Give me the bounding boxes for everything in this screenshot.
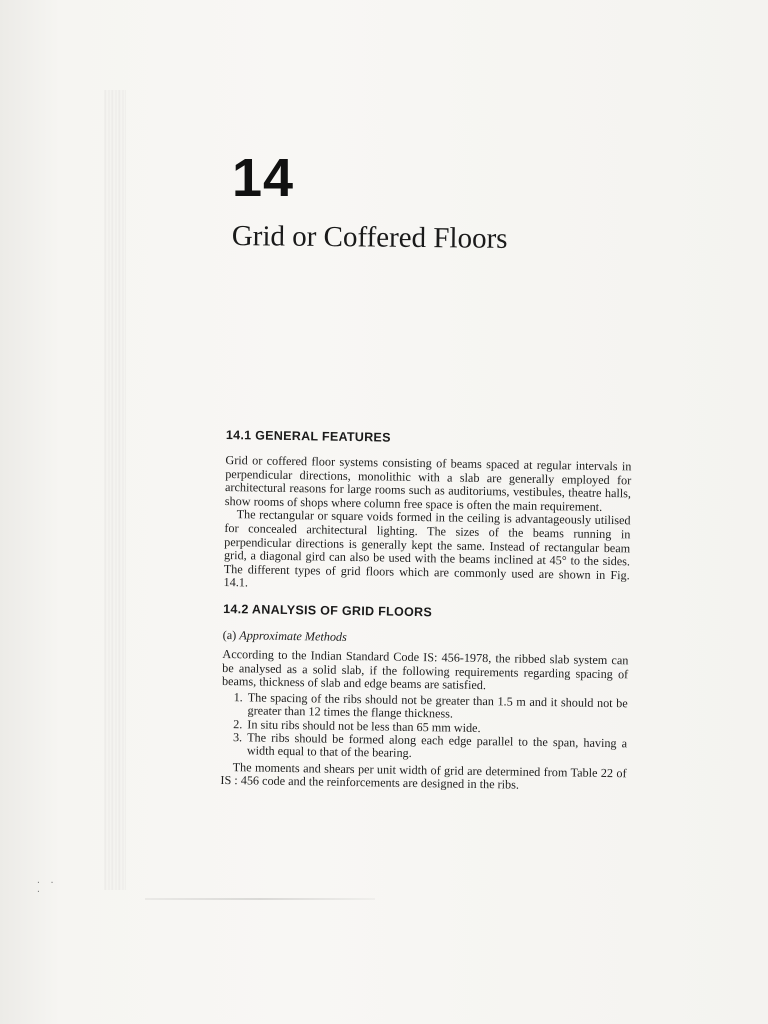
sub-heading-label: (a) bbox=[222, 627, 237, 643]
list-item-text: The spacing of the ribs should not be greater than 1.5 m and it should not be greater than 12 times the flange thickness. bbox=[247, 690, 628, 721]
chapter-title: Grid or Coffered Floors bbox=[231, 219, 508, 255]
scan-specks: · · · bbox=[36, 878, 57, 896]
list-item-number: 1. bbox=[233, 689, 243, 705]
section-general-features bbox=[223, 428, 631, 596]
scan-artifact-line bbox=[145, 898, 375, 900]
section-analysis-of-grid-floors bbox=[220, 602, 629, 794]
paragraph: Grid or coffered floor systems consisting of beams spaced at regular intervals in perpendicular directions, monolithic with a slab are generally employed for architectural reasons for large rooms such as auditoriums, vestibules, theatre halls, show rooms of shops where column free space is often the main requirement. bbox=[224, 452, 632, 514]
list-item-text: The ribs should be formed along each edge parallel to the span, having a width equal to that of the bearing. bbox=[246, 730, 628, 761]
paragraph: The moments and shears per unit width of grid are determined from Table 22 of IS : 456 code and the reinforcements are designed in the ribs. bbox=[220, 759, 627, 792]
requirements-list bbox=[221, 691, 628, 764]
list-item-number: 2. bbox=[233, 716, 243, 731]
section-heading: 14.1 GENERAL FEATURES bbox=[225, 428, 391, 445]
list-item-number: 3. bbox=[232, 730, 243, 745]
list-item bbox=[221, 731, 627, 764]
sub-heading bbox=[223, 628, 629, 648]
chapter-body bbox=[220, 428, 632, 794]
list-item-text: In situ ribs should not be less than 65 mm wide. bbox=[247, 716, 481, 735]
paragraph: The rectangular or square voids formed in the ceiling is advantageously utilised for concealed architectural lighting. The sizes of the beams running in perpendicular directions is generally kept the same. Instead of rectangular beam grid, a diagonal gird can also be used with the beams inclined at 45° to the sides. The different types of grid floors which are commonly used are shown in Fig. 14.1. bbox=[223, 507, 631, 590]
paragraph: According to the Indian Standard Code IS: 456-1978, the ribbed slab system can be analysed as a solid slab, if the following requirements regarding spacing of beams, thickness of slab and edge beams are satisfied. bbox=[221, 646, 629, 693]
binding-shadow bbox=[104, 90, 126, 890]
section-heading: 14.2 ANALYSIS OF GRID FLOORS bbox=[223, 601, 433, 620]
sub-heading-text: Approximate Methods bbox=[239, 628, 347, 644]
chapter-number: 14 bbox=[232, 148, 295, 208]
